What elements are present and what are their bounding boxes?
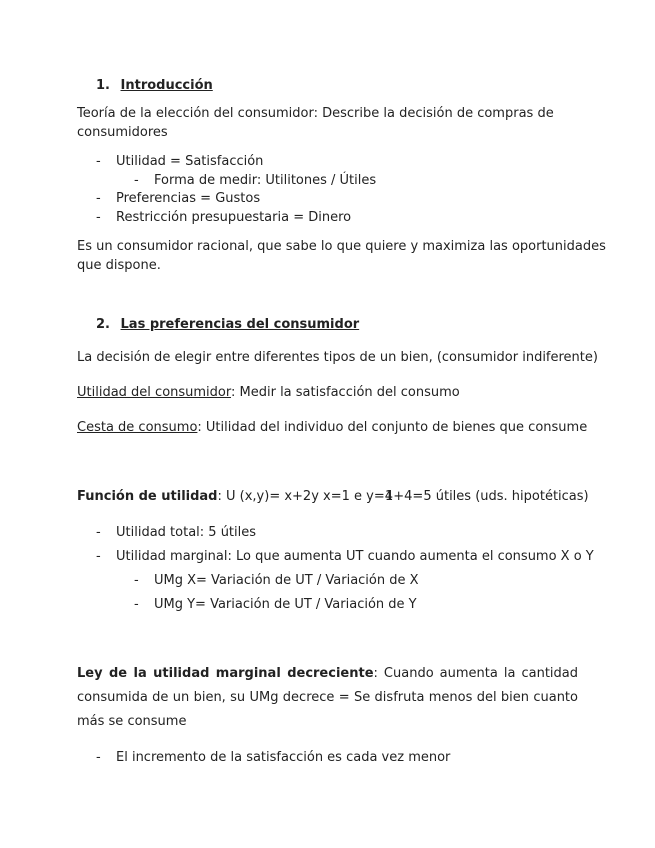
paragraph-line: Es un consumidor racional, que sabe lo que quiere y maximiza las oportunidades <box>77 239 606 254</box>
list-item: Utilidad = Satisfacción <box>116 154 264 169</box>
intro-line: consumidores <box>77 125 168 140</box>
section-title: Introducción <box>120 78 213 93</box>
section-2-heading <box>96 316 359 334</box>
list-item: Utilidad total: 5 útiles <box>116 525 257 540</box>
list-item: Restricción presupuestaria = Dinero <box>116 210 352 225</box>
bullet-dash: - <box>96 191 101 206</box>
term: Ley de la utilidad marginal decreciente <box>77 666 374 681</box>
list-item: UMg Y= Variación de UT / Variación de Y <box>154 597 417 612</box>
intro-line: Teoría de la elección del consumidor: Describe la decisión de compras de <box>77 106 554 121</box>
bullet-dash: - <box>134 173 139 188</box>
bullet-dash: - <box>134 573 139 588</box>
term: Cesta de consumo <box>77 420 198 435</box>
bullet-dash: - <box>96 750 101 765</box>
paragraph-line: La decisión de elegir entre diferentes tipos de un bien, (consumidor indiferente) <box>77 350 598 365</box>
bullet-dash: - <box>134 597 139 612</box>
bullet-dash: - <box>96 210 101 225</box>
ley-paragraph <box>77 662 578 734</box>
funcion-result: 1+4=5 útiles (uds. hipotéticas) <box>385 489 589 504</box>
funcion-utilidad-line <box>77 488 393 506</box>
section-1-heading <box>96 77 213 95</box>
definition: : Medir la satisfacción del consumo <box>231 385 460 400</box>
list-item: Forma de medir: Utilitones / Útiles <box>154 173 377 188</box>
section-number: 1. <box>96 78 110 93</box>
list-item: Utilidad marginal: Lo que aumenta UT cuando aumenta el consumo X o Y <box>116 549 594 564</box>
definition: : Utilidad del individuo del conjunto de bienes que consume <box>197 420 588 435</box>
term: Utilidad del consumidor <box>77 385 231 400</box>
paragraph-line: que dispone. <box>77 258 161 273</box>
definition-utilidad <box>77 384 460 402</box>
section-number: 2. <box>96 317 110 332</box>
section-title: Las preferencias del consumidor <box>120 317 360 332</box>
list-item: UMg X= Variación de UT / Variación de X <box>154 573 419 588</box>
list-item: El incremento de la satisfacción es cada vez menor <box>116 750 451 765</box>
bullet-dash: - <box>96 549 101 564</box>
definition: : Cuando aumenta la cantidad consumida de un bien, su UMg decrece = Se disfruta menos del bien cuanto más se consume <box>77 666 579 729</box>
list-item: Preferencias = Gustos <box>116 191 261 206</box>
bullet-dash: - <box>96 154 101 169</box>
bullet-dash: - <box>96 525 101 540</box>
formula: : U (x,y)= x+2y x=1 e y=4 <box>217 489 394 504</box>
term: Función de utilidad <box>77 489 218 504</box>
definition-cesta <box>77 419 587 437</box>
